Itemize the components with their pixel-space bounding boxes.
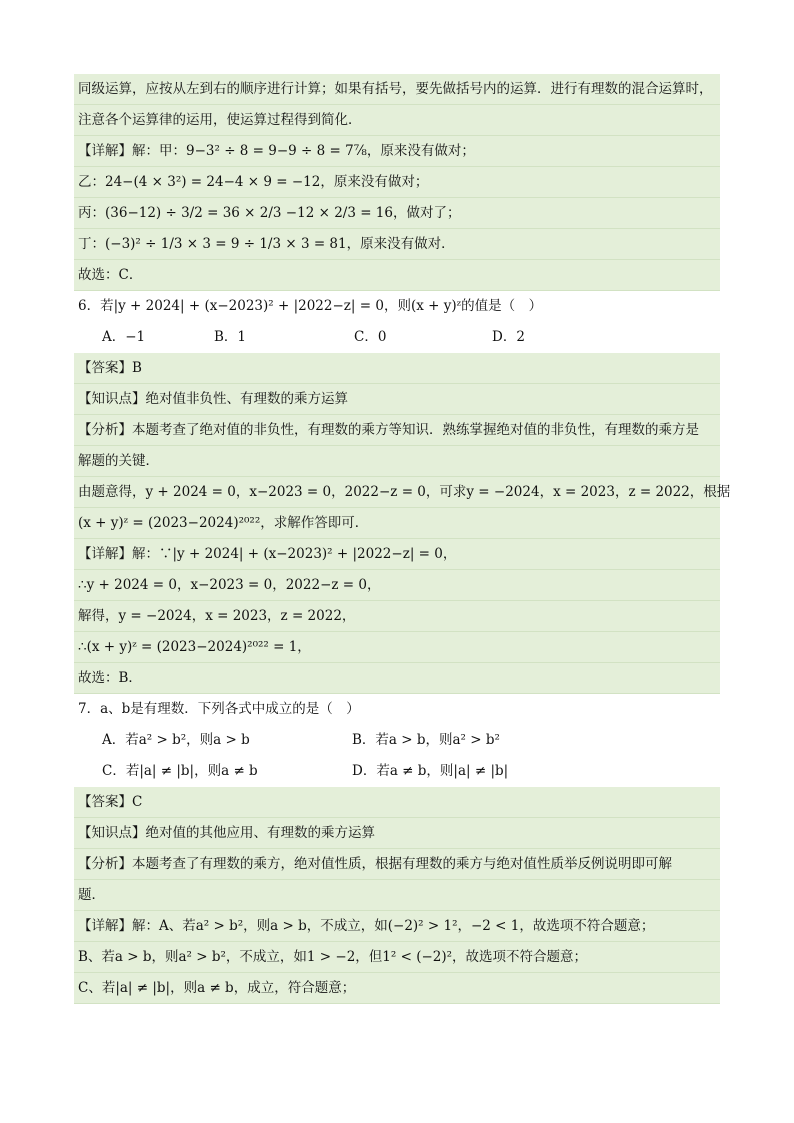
solution-text-line: B、若a > b，则a² > b²，不成立，如1 > −2，但1² < (−2)²，故选项不符合题意；	[74, 942, 720, 973]
answer-option: C．若|a| ≠ |b|，则a ≠ b	[102, 763, 258, 779]
solution-text-line: 【知识点】绝对值非负性、有理数的乘方运算	[74, 384, 720, 415]
answer-option: A．若a² > b²，则a > b	[102, 732, 250, 748]
solution-text-line: C、若|a| ≠ |b|，则a ≠ b，成立，符合题意；	[74, 973, 720, 1004]
solution-text-line: 解题的关键．	[74, 446, 720, 477]
solution-text-line: 【分析】本题考查了有理数的乘方，绝对值性质，根据有理数的乘方与绝对值性质举反例说明即可解	[74, 849, 720, 880]
solution-text-line: 【答案】B	[74, 353, 720, 384]
solution-text-line: 【详解】解：A、若a² > b²，则a > b，不成立，如(−2)² > 1²，−2 < 1，故选项不符合题意；	[74, 911, 720, 942]
question-text-line: 7．a、b是有理数．下列各式中成立的是（ ）	[78, 701, 360, 717]
solution-text-line: 题．	[74, 880, 720, 911]
answer-option: B．若a > b，则a² > b²	[352, 732, 500, 748]
solution-text-line: 【分析】本题考查了绝对值的非负性，有理数的乘方等知识．熟练掌握绝对值的非负性，有理数的乘方是	[74, 415, 720, 446]
solution-text-line: ∴y + 2024 = 0，x−2023 = 0，2022−z = 0，	[74, 570, 720, 601]
solution-text-line: 故选：B．	[74, 663, 720, 694]
solution-text-line: 同级运算，应按从左到右的顺序进行计算；如果有括号，要先做括号内的运算．进行有理数的混合运算时，	[74, 74, 720, 105]
solution-text-line: 【知识点】绝对值的其他应用、有理数的乘方运算	[74, 818, 720, 849]
answer-options-row	[74, 322, 720, 353]
question-text-line: 6．若|y + 2024| + (x−2023)² + |2022−z| = 0，则(x + y)ᶻ的值是（ ）	[78, 298, 543, 314]
answer-options-row	[74, 725, 720, 756]
solution-text-line: 由题意得，y + 2024 = 0，x−2023 = 0，2022−z = 0，可求y = −2024，x = 2023，z = 2022，根据	[74, 477, 720, 508]
solution-text-line: (x + y)ᶻ = (2023−2024)²⁰²²，求解作答即可．	[74, 508, 720, 539]
answer-option: B．1	[214, 329, 247, 345]
solution-text-line: 【详解】解：∵|y + 2024| + (x−2023)² + |2022−z| = 0，	[74, 539, 720, 570]
answer-option: D．2	[492, 329, 525, 345]
solution-text-line: 注意各个运算律的运用，使运算过程得到简化．	[74, 105, 720, 136]
solution-text-line: 解得，y = −2024，x = 2023，z = 2022，	[74, 601, 720, 632]
solution-text-line: 丙：(36−12) ÷ 3/2 = 36 × 2/3 −12 × 2/3 = 16，做对了；	[74, 198, 720, 229]
answer-option: C．0	[354, 329, 387, 345]
solution-text-line: 【答案】C	[74, 787, 720, 818]
document-body	[74, 74, 731, 1004]
solution-text-line: 故选：C．	[74, 260, 720, 291]
solution-text-line: 乙：24−(4 × 3²) = 24−4 × 9 = −12，原来没有做对；	[74, 167, 720, 198]
answer-option: A．−1	[102, 329, 146, 345]
solution-text-line: 丁：(−3)² ÷ 1/3 × 3 = 9 ÷ 1/3 × 3 = 81，原来没有做对．	[74, 229, 720, 260]
answer-option: D．若a ≠ b，则|a| ≠ |b|	[352, 763, 509, 779]
answer-options-row	[74, 756, 720, 787]
solution-text-line: ∴(x + y)ᶻ = (2023−2024)²⁰²² = 1，	[74, 632, 720, 663]
solution-text-line: 【详解】解：甲：9−3² ÷ 8 = 9−9 ÷ 8 = 7⅞，原来没有做对；	[74, 136, 720, 167]
